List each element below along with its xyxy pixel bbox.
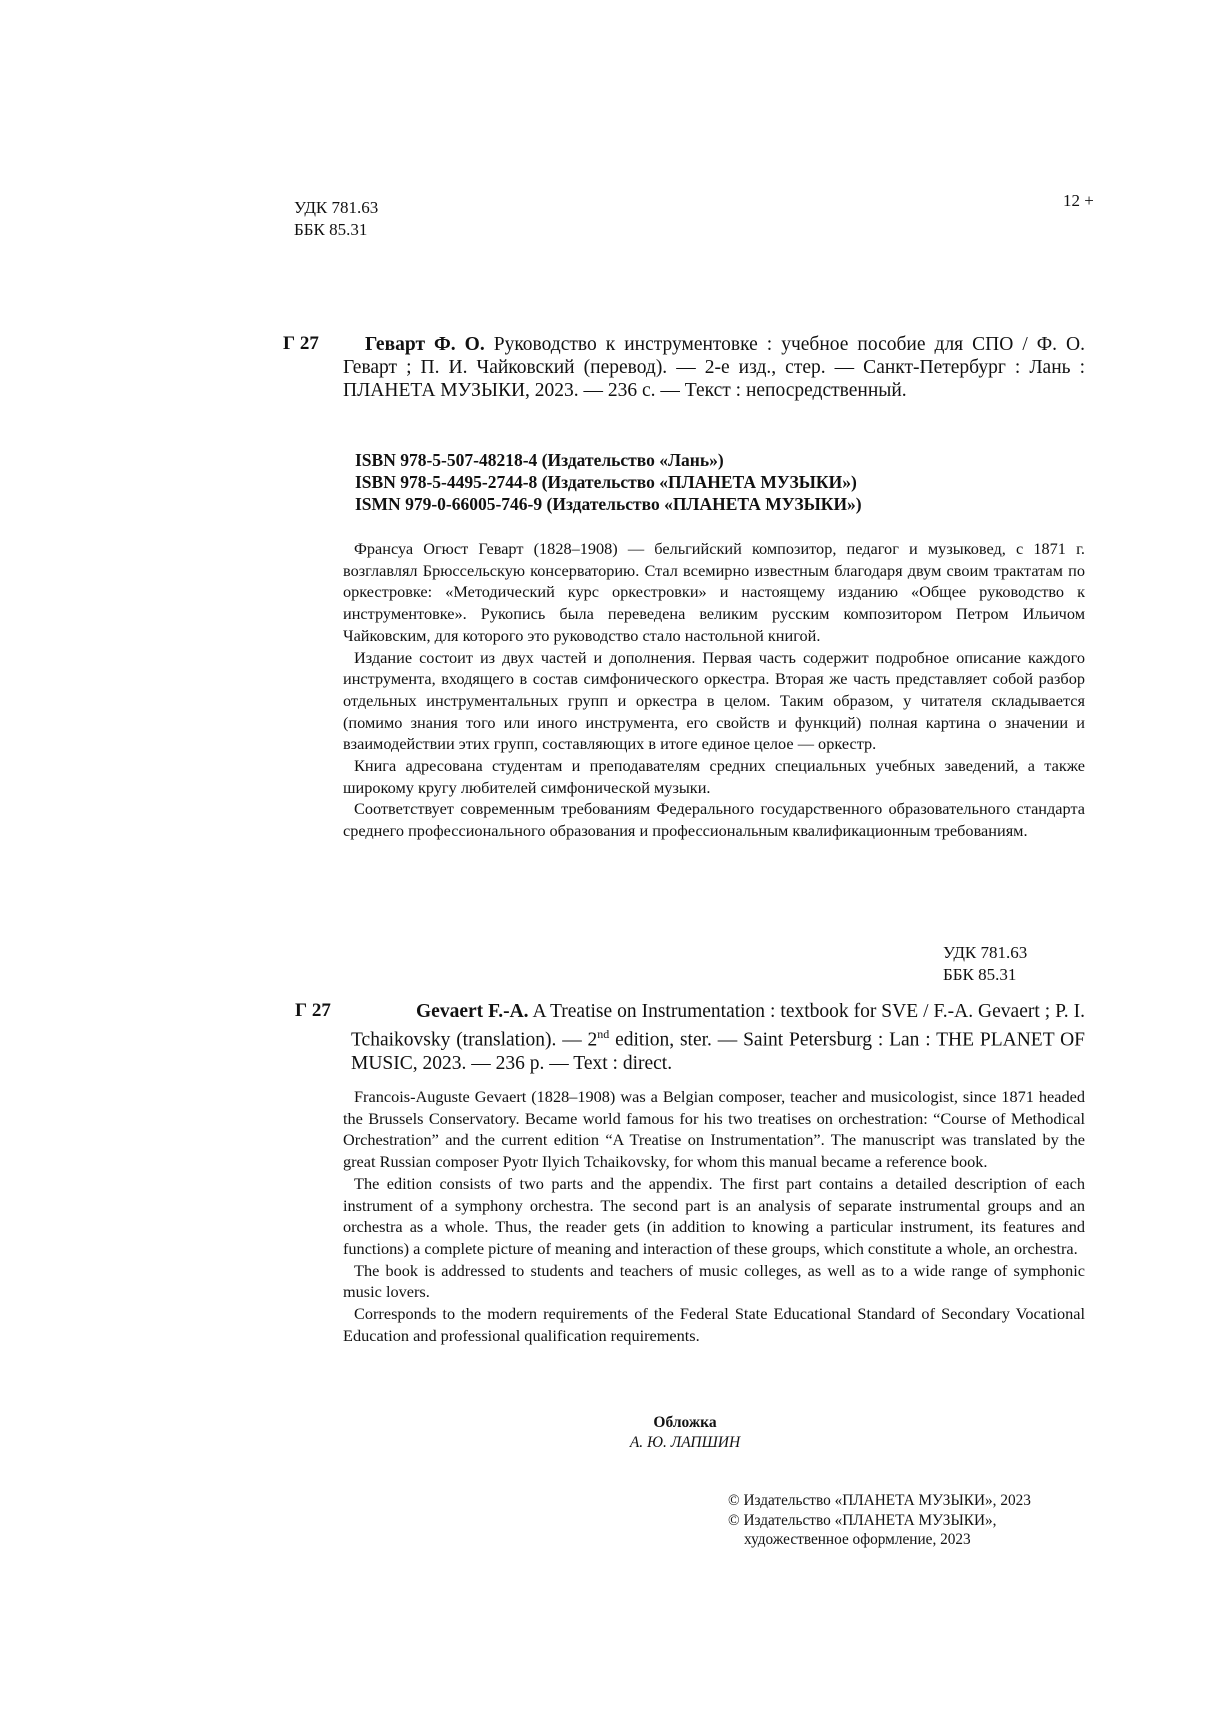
annotation-paragraph: Соответствует современным требованиям Федерального государственного образовательного стандарта среднего профессионального образования и профессиональным квалификационным требованиям. (343, 799, 1085, 841)
entry-text-en-2: edition, ster. — Saint Petersburg : Lan : THE PLANET OF MUSIC, 2023. — 236 p. — Text : direct. (351, 1029, 1085, 1074)
cover-credit (560, 1413, 810, 1453)
isbn-list (355, 449, 862, 515)
cover-designer: А. Ю. ЛАПШИН (629, 1434, 741, 1451)
copyright-line: © Издательство «ПЛАНЕТА МУЗЫКИ», (728, 1511, 997, 1529)
annotation-en (343, 1086, 1085, 1346)
udk-code: УДК 781.63 (943, 943, 1028, 962)
copyright-line: художественное оформление, 2023 (744, 1531, 971, 1548)
copyright-block (728, 1491, 1031, 1550)
cover-heading: Обложка (653, 1414, 717, 1431)
author-mark-en: Г 27 (295, 1000, 331, 1021)
udk-code: УДК 781.63 (294, 198, 379, 217)
author-name-ru: Геварт Ф. О. (365, 334, 485, 355)
bibliographic-entry-ru (343, 333, 1085, 402)
annotation-paragraph: The edition consists of two parts and the appendix. The first part contains a detailed description of each instrument of a symphony orchestra. The second part is an analysis of separate instrumental groups and an orchestra as a whole. Thus, the reader gets (in addition to knowing a particular instrument, its features and functions) a complete picture of meaning and interaction of these groups, which constitute a whole, an orchestra. (343, 1173, 1085, 1258)
udk-bbk-mid (943, 942, 1027, 986)
isbn-item: ISBN 978-5-4495-2744-8 (Издательство «ПЛАНЕТА МУЗЫКИ») (355, 472, 857, 492)
isbn-item: ISBN 978-5-507-48218-4 (Издательство «Лань») (355, 450, 724, 470)
annotation-paragraph: The book is addressed to students and teachers of music colleges, as well as to a wide range of symphonic music lovers. (343, 1260, 1085, 1302)
entry-text-en-1: A Treatise on Instrumentation : textbook for SVE / F.-A. Gevaert ; P. I. Tchaikovsky (translation). — 2 (351, 1001, 1085, 1051)
entry-text-ru: Руководство к инструментовке : учебное пособие для СПО / Ф. О. Геварт ; П. И. Чайковский (перевод). — 2-е изд., стер. — Санкт-Петербург : Лань : ПЛАНЕТА МУЗЫКИ, 2023. — 236 с. — Текст : непосредственный. (343, 334, 1085, 401)
author-name-en: Gevaert F.-A. (416, 1001, 529, 1022)
annotation-paragraph: Издание состоит из двух частей и дополнения. Первая часть содержит подробное описание каждого инструмента, входящего в состав симфонического оркестра. Вторая же часть представляет собой разбор отдельных инструментальных групп и оркестра в целом. Таким образом, у читателя складывается (помимо знания того или иного инструмента, его свойств и функций) полная картина о значении и взаимодействии этих групп, составляющих в итоге единое целое — оркестр. (343, 647, 1085, 754)
annotation-paragraph: Франсуа Огюст Геварт (1828–1908) — бельгийский композитор, педагог и музыковед, с 1871 г. возглавлял Брюссельскую консерваторию. Стал всемирно известным благодаря двум своим трактатам по оркестровке: «Методический курс оркестровки» и настоящему изданию «Общее руководство к инструментовке». Рукопись была переведена великим русским композитором Петром Ильичом Чайковским, для которого это руководство стало настольной книгой. (343, 539, 1085, 645)
age-rating: 12 + (1063, 191, 1094, 210)
udk-bbk-top (294, 197, 378, 241)
bbk-code: ББК 85.31 (943, 965, 1017, 984)
annotation-paragraph: Книга адресована студентам и преподавателям средних специальных учебных заведений, а также широкому кругу любителей симфонической музыки. (343, 756, 1085, 797)
edition-superscript: nd (597, 1027, 610, 1041)
annotation-paragraph: Corresponds to the modern requirements of the Federal State Educational Standard of Secondary Vocational Education and professional qualification requirements. (343, 1304, 1085, 1345)
bbk-code: ББК 85.31 (294, 220, 368, 239)
ismn-item: ISMN 979-0-66005-746-9 (Издательство «ПЛАНЕТА МУЗЫКИ») (355, 494, 862, 514)
copyright-line: © Издательство «ПЛАНЕТА МУЗЫКИ», 2023 (728, 1492, 1031, 1509)
annotation-paragraph: Francois-Auguste Gevaert (1828–1908) was a Belgian composer, teacher and musicologist, since 1871 headed the Brussels Conservatory. Became world famous for his two treatises on orchestration: “Course of Methodical Orchestration” and the current edition “A Treatise on Instrumentation”. The manuscript was translated by the great Russian composer Pyotr Ilyich Tchaikovsky, for whom this manual became a reference book. (343, 1087, 1085, 1172)
annotation-ru (343, 538, 1085, 842)
bibliographic-entry-en (351, 1000, 1085, 1075)
author-mark-ru: Г 27 (283, 333, 319, 354)
